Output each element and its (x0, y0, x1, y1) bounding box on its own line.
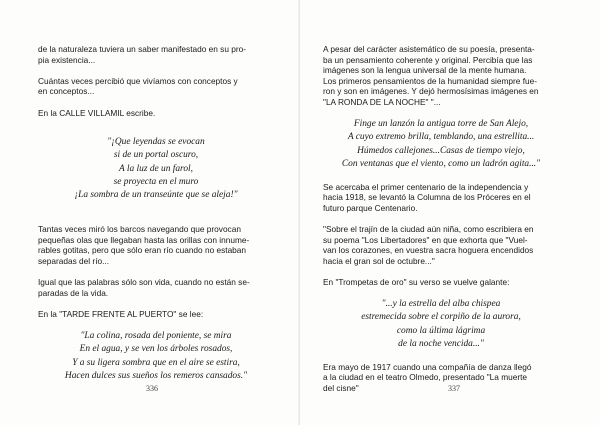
verse-line: "La colina, rosada del poniente, se mira (80, 331, 232, 342)
poem-excerpt-la-ronda-de-la-noche (323, 118, 559, 171)
verse-line: si de un portal oscuro, (113, 150, 199, 161)
verse-line: "¡Que leyendas se evocan (107, 137, 205, 148)
paragraph: Igual que las palabras sólo son vida, cuando no están se- paradas de la vida. (38, 277, 250, 298)
verse-line: estremecida sobre el corpiño de la aurora, (361, 312, 521, 323)
verse-line: como la última lágrima (396, 325, 486, 336)
right-text-column (323, 44, 559, 404)
verse-line: A cuyo extremo brilla, temblando, una estrellita... (347, 132, 535, 143)
paragraph: Se acercaba el primer centenario de la independencia y hacia 1918, se levantó la Columna de los Próceres en el futuro parque Centenario. (323, 181, 531, 213)
verse-line: Húmedos callejones...Casas de tiempo viejo, (357, 145, 525, 156)
verse-line: En el agua, y se ven los árboles rosados, (79, 344, 233, 355)
left-text-column (38, 44, 274, 394)
poem-excerpt-calle-villamil (38, 136, 274, 202)
verse-line: de la noche vencida..." (398, 338, 484, 349)
poem-excerpt-tarde-frente-al-puerto (38, 330, 274, 383)
verse-line: Finge un lanzón la antigua torre de San Alejo, (353, 119, 529, 130)
verse-line: Con ventanas que el viento, como un ladrón agita..." (341, 158, 541, 169)
paragraph: Era mayo de 1917 cuando una compañía de danza llegó a la ciudad en el teatro Olmedo, presentado "La muerte del cisne" (323, 361, 532, 393)
paragraph: Cuántas veces percibió que vivíamos con conceptos y en conceptos... (38, 75, 238, 97)
verse-line: "...y la estrella del alba chispea (381, 299, 501, 310)
paragraph: En la CALLE VILLAMIL escribe. (38, 107, 156, 118)
paragraph: "Sobre el trajín de la ciudad aún niña, como escribiera en su poema "Los Libertadores" en que exhorta que "Vuel- van los corazones, en vuestra sacra hoguera encendidos hacia el gran sol de octubre..." (323, 223, 534, 266)
page-number: 337 (448, 384, 460, 393)
paragraph: En la "TARDE FRENTE AL PUERTO" se lee: (38, 308, 204, 319)
right-page (300, 0, 600, 425)
verse-line: A la luz de un farol, (119, 163, 193, 174)
verse-line: Y a su ligera sombra que en el aire se estira, (72, 357, 240, 368)
page-number: 336 (146, 384, 158, 393)
verse-line: Hacen dulces sus sueños los remeros cansados." (64, 370, 248, 381)
paragraph: Tantas veces miró los barcos navegando que provocan pequeñas olas que llegaban hasta las orillas con innume- rables gotitas, pero que sólo eran río cuando no estaban separadas del río... (38, 224, 250, 266)
poem-excerpt-trompetas-de-oro (323, 298, 559, 351)
paragraph: de la naturaleza tuviera un saber manifestado en su pro- pia existencia... (38, 44, 247, 65)
paragraph: En "Trompetas de oro" su verso se vuelve galante: (323, 276, 510, 287)
verse-line: ¡La sombra de un transeúnte que se aleja!" (74, 189, 238, 200)
paragraph: A pesar del carácter asistemático de su poesía, presenta- ba un pensamiento coherente y original. Percibía que las imágenes son la lengua universal de la mente humana. Los primeros pensamientos de la humanidad siempre fue- ron y son en imágenes. Y dejó hermosísimas imágenes en "LA RONDA DE LA NOCHE" "... (323, 44, 539, 107)
verse-line: se proyecta en el muro (113, 176, 199, 187)
